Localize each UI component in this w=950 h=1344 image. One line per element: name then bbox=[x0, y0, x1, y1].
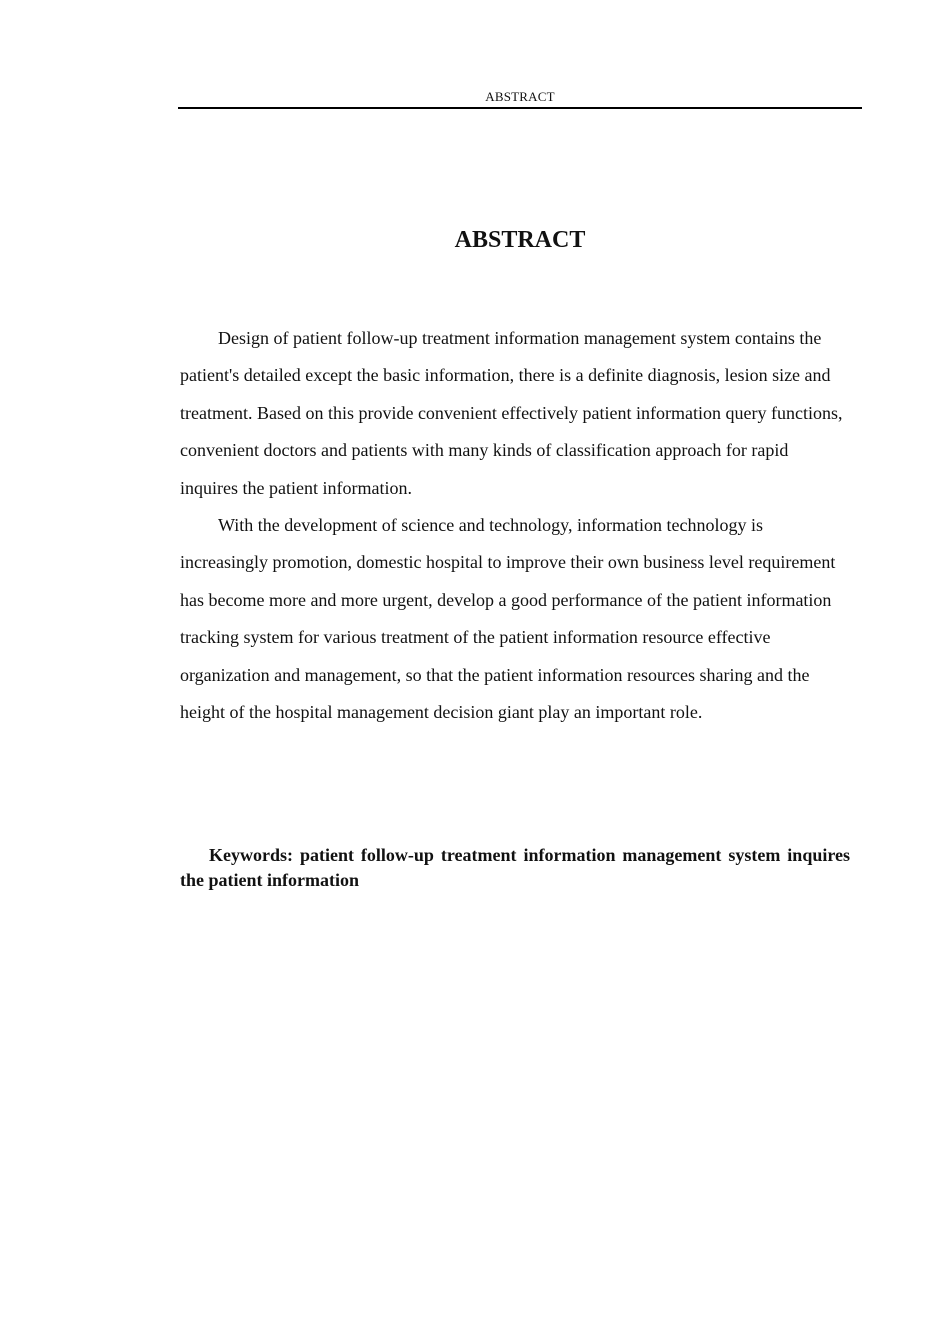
page-title: ABSTRACT bbox=[454, 227, 586, 253]
abstract-body bbox=[180, 320, 850, 731]
keywords-block bbox=[180, 843, 850, 893]
keywords-text: patient follow-up treatment information management system inquires the patient information bbox=[180, 845, 850, 890]
running-header: ABSTRACT bbox=[485, 89, 555, 104]
keywords-label: Keywords: bbox=[209, 845, 293, 865]
header-rule bbox=[178, 107, 862, 109]
abstract-paragraph-1: Design of patient follow-up treatment information management system contains the patient's detailed except the basic information, there is a definite diagnosis, lesion size and treatment. Based on this provide convenient effectively patient information query functions, convenient doctors and patients with many kinds of classification approach for rapid inquires the patient information. bbox=[180, 328, 843, 498]
abstract-paragraph-2: With the development of science and technology, information technology is increasingly promotion, domestic hospital to improve their own business level requirement has become more and more urgent, develop a good performance of the patient information tracking system for various treatment of the patient information resource effective organization and management, so that the patient information resources sharing and the height of the hospital management decision giant play an important role. bbox=[180, 515, 836, 723]
